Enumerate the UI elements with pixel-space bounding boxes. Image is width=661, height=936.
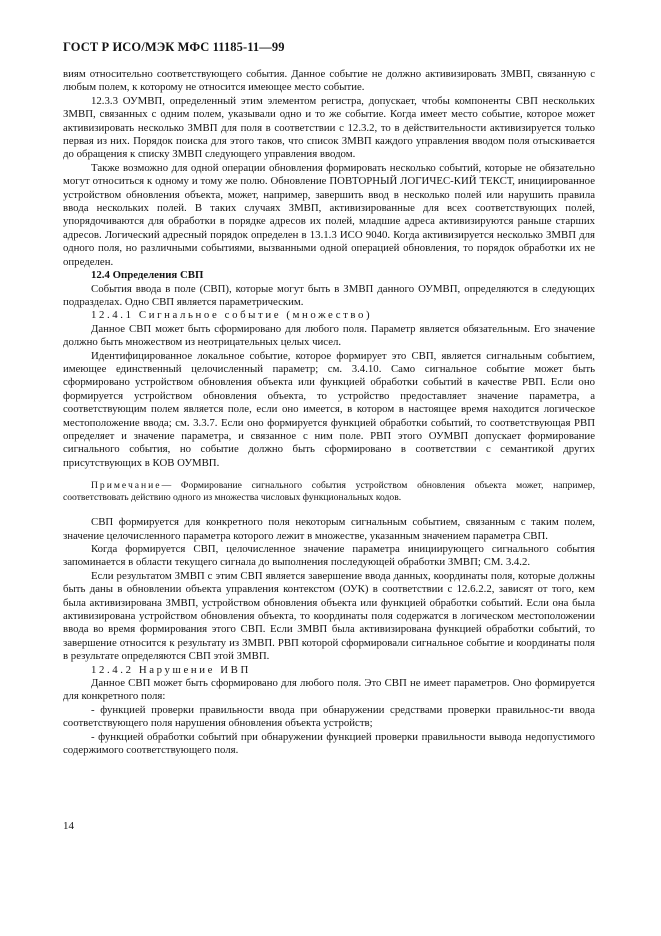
paragraph: Когда формируется СВП, целочисленное значение параметра инициирующего сигнального события запоминается в области текущего сигнала до выполнения последующей обработки ЗМВП; СМ. 3.4.2.	[63, 543, 595, 569]
list-item: - функцией обработки событий при обнаружении функцией проверки правильности вывода недопустимого содержимого соответствующего поля.	[63, 730, 595, 757]
subsection-heading: 12.4.1 Сигнальное событие (множество)	[91, 309, 373, 322]
note-label: Примечание	[91, 480, 162, 492]
paragraph: Если результатом ЗМВП с этим СВП является завершение ввода данных, координаты поля, которые должны быть даны в обновлении объекта управления контекстом (ОУК) в соответствии с 12.6.2.2, зависят от того, кем была активизирована ЗМВП, устройством обновления объекта или функцией обработки событий. Если она была активизирована устройством обновления объекта, то координаты поля содержатся в логическом местоположении ввода во время формирования этого СВП. Если ЗМВП была активизирована функцией обработки событий, то завершение относится к результату из ЗМВП. РВП которой сформировали сигнальное событие и координаты поля в результате определяются СВП этой ЗМВП.	[63, 569, 595, 663]
paragraph: 12.3.3 ОУМВП, определенный этим элементом регистра, допускает, чтобы компоненты СВП нескольких ЗМВП, связанных с одним полем, указывали одно и то же событие. Когда имеет место событие, которое может активизировать несколько ЗМВП для поля в соответствии с 12.3.2, то в действительности активизируется только первая из них. Порядок поиска для этого таков, что список ЗМВП каждого управления вводом поля отыскивается до обращения к списку ЗМВП следующего управления вводом.	[63, 94, 595, 161]
paragraph: События ввода в поле (СВП), которые могут быть в ЗМВП данного ОУМВП, определяются в следующих подразделах. Одно СВП является параметрическим.	[63, 282, 595, 308]
paragraph: Данное СВП может быть сформировано для любого поля. Это СВП не имеет параметров. Оно формируется для конкретного поля:	[63, 677, 595, 703]
paragraph: СВП формируется для конкретного поля некоторым сигнальным событием, связанным с таким полем, значение целочисленного параметра которого лежит в множестве, указанным значением параметра СВП.	[63, 516, 595, 542]
page-number: 14	[63, 820, 74, 832]
document-header: ГОСТ Р ИСО/МЭК МФС 11185-11—99	[63, 40, 285, 54]
subsection-heading: 12.4.2 Нарушение ИВП	[91, 663, 251, 676]
paragraph: Также возможно для одной операции обновления формировать несколько событий, которые не обязательно могут относиться к одному и тому же полю. Обновление ПОВТОРНЫЙ ЛОГИЧЕС-КИЙ ТЕКСТ, инициированное устройством обновления объекта, может, например, завершить ввод в несколько полей или нарушить правила ввода нескольких полей. В таких случаях ЗМВП, активизированные для всех соответствующих полей, упорядочиваются для обработки в порядке адресов их полей, младшие адреса активизируются раньше старших адресов. Логический адресный порядок определен в 13.1.3 ИСО 9040. Когда активизируется несколько ЗМВП для одного поля, но различными событиями, вызванными одной операцией обновления, то порядок обработки их не определен.	[63, 161, 595, 268]
note-text: — Формирование сигнального события устройством обновления объекта может, например, соответствовать действию одного из множества числовых функциональных кодов.	[63, 480, 595, 504]
list-item: - функцией проверки правильности ввода при обнаружении средствами проверки правильнос-ти ввода соответствующего поля нарушения обновления объекта устройств;	[63, 703, 595, 730]
note	[63, 480, 595, 504]
paragraph: виям относительно соответствующего события. Данное событие не должно активизировать ЗМВП, связанную с любым полем, к которому не относится имеющее место событие.	[63, 68, 595, 94]
paragraph: Идентифицированное локальное событие, которое формирует это СВП, является сигнальным событием, имеющее единственный целочисленный параметр; см. 3.4.10. Само сигнальное событие может быть сформировано устройством обновления объекта или функцией обработки событий в качестве РВП. Если оно формируется устройством обновления объекта, то устройство предоставляет значение параметра, а соответствующим полем является поле, если оно имеется, в котором в настоящее время находится логическое местоположение ввода; см. 3.3.7. Если оно формируется функцией обработки событий, то соответствующая РВП определяет и значение параметра, и связанное с ним поле. РВП этого ОУМВП допускает формирование сигнального события, но событие должно быть сформировано в соответствии с семантикой других присутствующих в КОВ ОУМВП.	[63, 349, 595, 469]
section-heading: 12.4 Определения СВП	[91, 269, 204, 282]
paragraph: Данное СВП может быть сформировано для любого поля. Параметр является обязательным. Его значение должно быть множеством из неотрицательных целых чисел.	[63, 322, 595, 349]
body-text	[63, 68, 595, 758]
